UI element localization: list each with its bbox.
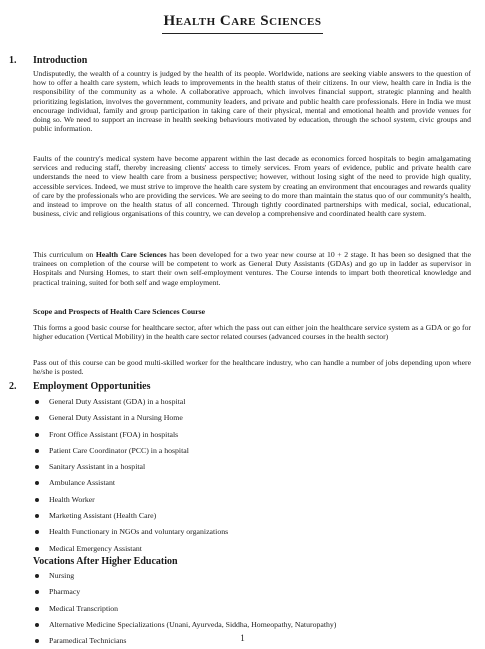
list-item: Paramedical Technicians (33, 633, 473, 649)
page-number: 1 (240, 633, 245, 643)
list-item: General Duty Assistant in a Nursing Home (33, 410, 473, 426)
section-1-number: 1. (9, 55, 17, 66)
intro-paragraph-3 (33, 250, 471, 287)
list-item: Health Functionary in NGOs and voluntary organizations (33, 524, 473, 540)
intro-paragraph-2: Faults of the country's medical system have become apparent within the last decade as economics forced hospitals to begin amalgamating services and reducing staff, thereby increasing clients' access to timely services. From years of evidence, public and private health care understands the need to view health care from a business perspective; however, without losing sight of the need to provide high quality, accessible services. Indeed, we must strive to improve the health care system by creating an environment that encourages and rewards quality of care by the professionals who are providing the services. We are seeing to do more than maintain the status quo of our community's health, and instead to improve on the health status of all concerned. Through tightly coordinated partnerships with medical, social, educational, business, civic and religious organisations of this country, we can develop a comprehensive and coordinated health care system. (33, 154, 471, 219)
list-item: Medical Emergency Assistant (33, 541, 473, 557)
document-title-text: Health Care Sciences (162, 13, 324, 34)
bullet-icon (35, 574, 39, 578)
list-item: Patient Care Coordinator (PCC) in a hospital (33, 443, 473, 459)
list-item: Pharmacy (33, 584, 473, 600)
list-item: General Duty Assistant (GDA) in a hospital (33, 394, 473, 410)
bullet-icon (35, 607, 39, 611)
para3-text-before: This curriculum on (33, 250, 94, 259)
intro-paragraph-1: Undisputedly, the wealth of a country is judged by the health of its people. Worldwide, nations are seeking viable answers to the question of how to offer a health care system, which leads to improvements in the health status of their citizens. In our view, health care in India is the responsibility of the community as a whole. A collaborative approach, which involves financial support, strategic planning and health prioritizing legislation, involves the government, community leaders, and private and public health care professionals. Here in India we must encourage individual, family and group participation in taking care of their physical, mental and emotional health and provide venues for doing so. We need to support an increase in health seeking behaviours motivated by education, through the school system, civic groups and public information. (33, 69, 471, 134)
scope-paragraph-1: This forms a good basic course for healthcare sector, after which the pass out can either join the healthcare service system as a GDA or go for higher education (Vertical Mobility) in the health care sector related courses (advanced courses in the health sector) (33, 323, 471, 342)
bullet-icon (35, 449, 39, 453)
bullet-icon (35, 514, 39, 518)
section-1-heading: Introduction (33, 55, 88, 66)
bullet-icon (35, 400, 39, 404)
list-item: Nursing (33, 568, 473, 584)
section-2-heading: Employment Opportunities (33, 381, 151, 392)
scope-subheading: Scope and Prospects of Health Care Sciences Course (33, 307, 206, 316)
bullet-icon (35, 623, 39, 627)
para3-text-after: has been developed for a two year new course at 10 + 2 stage. It has been so designed that the trainees on completion of the course will be competent to work as General Duty Assistants (GDAs) and go up in ladder as supervisor in Hospitals and Nursing Homes, to start their own self-employment ventures. The Course intends to impart both theoretical knowledge and practical training, suited for both self and wage employment. (33, 250, 472, 287)
list-item: Marketing Assistant (Health Care) (33, 508, 473, 524)
bullet-icon (35, 590, 39, 594)
document-title (0, 12, 485, 34)
bullet-icon (35, 498, 39, 502)
vocations-subheading: Vocations After Higher Education (33, 556, 178, 567)
bullet-icon (35, 481, 39, 485)
bullet-icon (35, 416, 39, 420)
bullet-icon (35, 433, 39, 437)
employment-list (33, 394, 473, 557)
list-item: Alternative Medicine Specializations (Unani, Ayurveda, Siddha, Homeopathy, Naturopathy) (33, 617, 473, 633)
para3-course-name: Health Care Sciences (95, 250, 167, 259)
list-item: Front Office Assistant (FOA) in hospitals (33, 427, 473, 443)
list-item: Medical Transcription (33, 601, 473, 617)
list-item: Health Worker (33, 492, 473, 508)
bullet-icon (35, 465, 39, 469)
section-2-number: 2. (9, 381, 17, 392)
scope-paragraph-2: Pass out of this course can be good multi-skilled worker for the healthcare industry, who can handle a number of jobs depending upon where he/she is posted. (33, 358, 471, 377)
bullet-icon (35, 530, 39, 534)
list-item: Sanitary Assistant in a hospital (33, 459, 473, 475)
list-item: Ambulance Assistant (33, 475, 473, 491)
bullet-icon (35, 547, 39, 551)
